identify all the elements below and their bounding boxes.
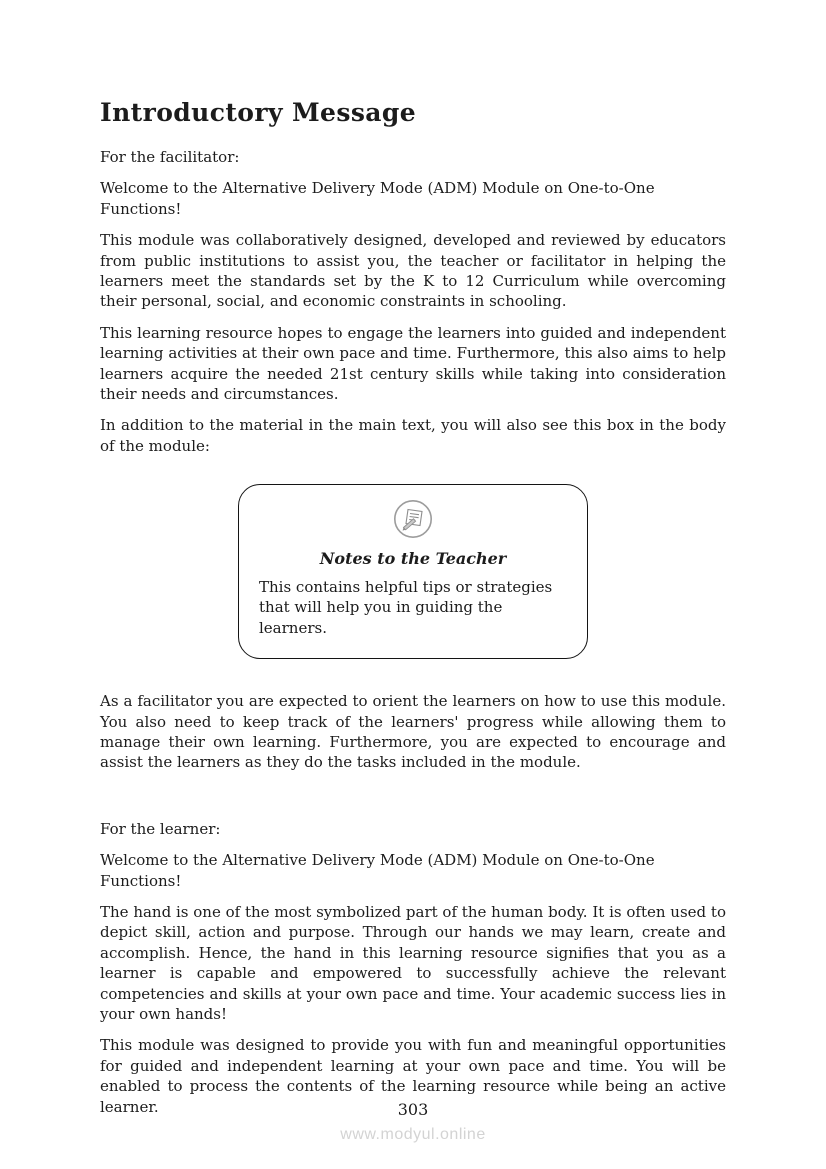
facilitator-paragraph-3: In addition to the material in the main text, you will also see this box in the body of the module: bbox=[100, 416, 726, 455]
page-title: Introductory Message bbox=[100, 98, 417, 127]
learner-welcome: Welcome to the Alternative Delivery Mode (ADM) Module on One-to-One Functions! bbox=[100, 851, 655, 890]
page-number: 303 bbox=[397, 1100, 429, 1119]
facilitator-paragraph-2: This learning resource hopes to engage the learners into guided and independent learning activities at their own pace and time. Furthermore, this also aims to help learners acquire the needed 21st century skills while taking into consideration their needs and circumstances. bbox=[100, 323, 726, 403]
writing-notes-icon bbox=[391, 497, 435, 541]
facilitator-paragraph-4: As a facilitator you are expected to orient the learners on how to use this module. You also need to keep track of the learners' progress while allowing them to manage their own learning. Furthermore, you are expected to encourage and assist the learners as they do the tasks included in the module. bbox=[100, 692, 726, 772]
notes-to-teacher-box bbox=[238, 484, 588, 659]
facilitator-welcome: Welcome to the Alternative Delivery Mode (ADM) Module on One-to-One Functions! bbox=[100, 179, 655, 218]
notes-box-body: This contains helpful tips or strategies that will help you in guiding the learners. bbox=[259, 578, 553, 637]
learner-intro: For the learner: bbox=[100, 819, 221, 838]
watermark-text: www.modyul.online bbox=[340, 1126, 486, 1143]
learner-paragraph-2: This module was designed to provide you with fun and meaningful opportunities for guided and independent learning at your own pace and time. You will be enabled to process the contents of the learning resource while being an active learner. bbox=[100, 1036, 726, 1116]
notes-icon-wrap bbox=[257, 497, 569, 545]
notes-box-title: Notes to the Teacher bbox=[319, 549, 507, 569]
learner-paragraph-1: The hand is one of the most symbolized part of the human body. It is often used to depict skill, action and purpose. Through our hands we may learn, create and accomplish. Hence, the hand in this learning resource signifies that you as a learner is capable and empowered to successfully achieve the relevant competencies and skills at your own pace and time. Your academic success lies in your own hands! bbox=[100, 902, 726, 1023]
facilitator-paragraph-1: This module was collaboratively designed, developed and reviewed by educators from public institutions to assist you, the teacher or facilitator in helping the learners meet the standards set by the K to 12 Curriculum while overcoming their personal, social, and economic constraints in schooling. bbox=[100, 231, 726, 311]
facilitator-intro: For the facilitator: bbox=[100, 148, 240, 166]
